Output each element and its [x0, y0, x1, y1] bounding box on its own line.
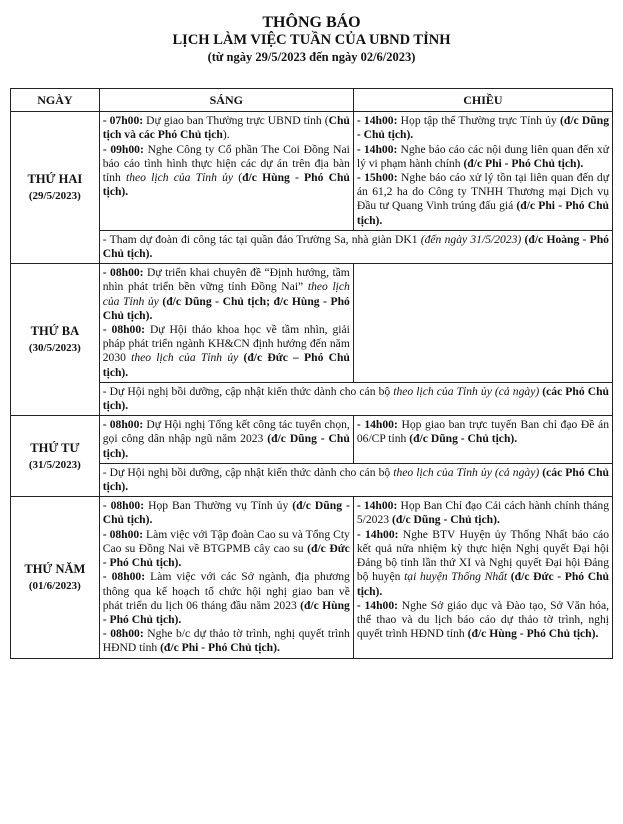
- text-run: Họp Ban Chỉ đạo Cải cách hành chính tháng 5/2023: [356, 499, 609, 527]
- all-day-cell: [99, 230, 612, 263]
- afternoon-item: [357, 528, 609, 599]
- day-date: (01/6/2023): [28, 579, 81, 592]
- table-row: [11, 230, 613, 263]
- day-name: THỨ HAI: [27, 172, 83, 187]
- text-run: (đ/c Phi - Phó Chủ tịch).: [160, 641, 280, 655]
- text-run: - 08h00:: [102, 527, 144, 541]
- date-range: (từ ngày 29/5/2023 đến ngày 02/6/2023): [207, 50, 416, 64]
- text-run: (: [233, 171, 243, 185]
- text-run: theo lịch của Tỉnh ủy (cả ngày): [393, 465, 540, 479]
- morning-cell: [99, 497, 353, 658]
- text-run: - 08h00:: [102, 323, 146, 337]
- morning-item: [103, 114, 350, 142]
- text-run: - 08h00:: [102, 418, 144, 432]
- text-run: - Tham dự đoàn đi công tác tại quần đảo Trường Sa, nhà giàn DK1: [102, 232, 421, 246]
- morning-item: [103, 143, 350, 200]
- text-run: theo lịch của Tỉnh ủy: [102, 280, 350, 308]
- text-run: - Dự Hội nghị bồi dưỡng, cập nhật kiến thức dành cho cán bộ: [102, 465, 394, 479]
- text-run: - Dự Hội nghị bồi dưỡng, cập nhật kiến thức dành cho cán bộ: [102, 384, 394, 398]
- all-day-cell: [99, 382, 612, 415]
- day-date: (30/5/2023): [28, 342, 81, 355]
- text-run: (đ/c Dũng - Chủ tịch).: [102, 432, 350, 460]
- morning-item: [103, 570, 350, 627]
- text-run: (đ/c Hùng - Phó Chủ tịch).: [467, 627, 599, 641]
- text-run: Chủ tịch và các Phó Chủ tịch: [102, 114, 350, 142]
- text-run: (đ/c Đức – Phó Chủ tịch).: [102, 351, 350, 379]
- document-subtitle: LỊCH LÀM VIỆC TUẦN CỦA UBND TỈNH: [172, 32, 451, 48]
- text-run: (đến ngày 31/5/2023): [420, 232, 522, 246]
- all-day-item: [103, 385, 609, 413]
- text-run: Nghe báo cáo xử lý tồn tại liên quan đến dự án 61,2 ha do Công ty TNHH Thương mại Dịch vụ Đầu tư Quang Vinh trúng đấu giá: [356, 171, 609, 213]
- text-run: (đ/c Dũng - Chủ tịch; đ/c Hùng - Phó Chủ tịch).: [102, 294, 350, 322]
- column-header-morning: SÁNG: [99, 89, 353, 112]
- document-title: THÔNG BÁO: [262, 14, 361, 31]
- text-run: - 15h00:: [356, 171, 398, 185]
- text-run: Nghe BTV Huyện ủy Thống Nhất báo cáo kết quả nửa nhiệm kỳ thực hiện Nghị quyết Đại hội Đảng bộ tỉnh lần thứ XI và Nghị quyết Đại hội Đảng bộ huyện: [356, 527, 609, 584]
- text-run: - 14h00:: [356, 499, 398, 513]
- table-row: [11, 382, 613, 415]
- text-run: - 08h00:: [102, 266, 144, 280]
- text-run: - 07h00:: [102, 114, 144, 128]
- text-run: (đ/c Dũng - Chủ tịch).: [409, 432, 518, 446]
- day-cell: [11, 416, 100, 497]
- column-header-afternoon: CHIỀU: [353, 89, 612, 112]
- afternoon-cell: [353, 416, 612, 464]
- all-day-cell: [99, 463, 612, 496]
- text-run: (các Phó Chủ tịch).: [102, 384, 609, 413]
- text-run: Làm việc với Tập đoàn Cao su và Tổng Cty Cao su Đồng Nai về BTGPMB cây cao su: [102, 527, 350, 555]
- day-cell: [11, 264, 100, 416]
- table-row: [11, 416, 613, 464]
- afternoon-cell: [353, 264, 612, 383]
- afternoon-item: [357, 171, 609, 228]
- afternoon-cell: [353, 497, 612, 658]
- text-run: (đ/c Phi - Phó Chủ tịch).: [463, 156, 584, 170]
- text-run: (đ/c Đức - Phó Chủ tịch).: [356, 570, 609, 598]
- text-run: theo lịch của Tỉnh ủy (cả ngày): [393, 384, 540, 398]
- morning-item: [103, 627, 350, 655]
- table-row: [11, 264, 613, 383]
- text-run: Họp tập thể Thường trực Tỉnh ủy: [397, 114, 561, 128]
- afternoon-item: [357, 499, 609, 527]
- text-run: (đ/c Dũng - Chủ tịch).: [102, 499, 350, 527]
- table-row: [11, 463, 613, 496]
- all-day-item: [103, 466, 609, 494]
- text-run: - 08h00:: [102, 570, 146, 584]
- text-run: - 14h00:: [356, 527, 399, 541]
- day-date: (31/5/2023): [28, 458, 81, 471]
- day-name: THỨ NĂM: [24, 561, 86, 576]
- morning-cell: [99, 112, 353, 231]
- text-run: - 08h00:: [102, 627, 144, 641]
- day-cell: [11, 112, 100, 264]
- text-run: Dự giao ban Thường trực UBND tỉnh (: [143, 114, 329, 128]
- text-run: Nghe báo cáo các nội dung liên quan đến xử lý vi phạm hành chính: [356, 142, 609, 170]
- table-row: [11, 497, 613, 658]
- afternoon-item: [357, 599, 609, 642]
- text-run: - 14h00:: [356, 598, 398, 612]
- text-run: Dự triển khai chuyên đề “Định hướng, tầm nhìn phát triển bền vững tỉnh Đồng Nai”: [102, 266, 350, 294]
- text-run: Họp giao ban trực tuyến Ban chỉ đạo Đề án 06/CP tỉnh: [356, 418, 609, 446]
- text-run: - 14h00:: [356, 418, 398, 432]
- morning-item: [103, 418, 350, 461]
- morning-item: [103, 323, 350, 380]
- schedule-body: [11, 112, 613, 658]
- text-run: (đ/c Phi - Phó Chủ tịch).: [356, 199, 609, 227]
- text-run: (đ/c Hoàng - Phó Chủ tịch).: [102, 232, 609, 261]
- morning-item: [103, 499, 350, 527]
- text-run: tại huyện Thống Nhất: [404, 570, 508, 584]
- afternoon-cell: [353, 112, 612, 231]
- day-date: (29/5/2023): [28, 190, 81, 203]
- text-run: ).: [222, 128, 230, 142]
- text-run: Làm việc với các Sở ngành, địa phương thông qua kế hoạch tổ chức hội nghị giao ban về phát triển du lịch 06 tháng đầu năm 2023: [102, 570, 350, 612]
- schedule-table: [10, 88, 613, 659]
- afternoon-item: [357, 418, 609, 446]
- morning-cell: [99, 416, 353, 464]
- all-day-item: [103, 233, 609, 261]
- morning-item: [103, 528, 350, 571]
- text-run: - 09h00:: [102, 142, 144, 156]
- day-name: THỨ TƯ: [30, 440, 80, 455]
- text-run: (đ/c Dũng - Chủ tịch).: [356, 114, 610, 142]
- morning-item: [103, 266, 350, 323]
- text-run: Nghe Sở giáo dục và Đào tạo, Sở Văn hóa, thể thao và du lịch báo cáo dự thảo tờ trình, nghị quyết trình HĐND tỉnh: [356, 598, 609, 641]
- afternoon-item: [357, 114, 609, 142]
- text-run: - 14h00:: [356, 114, 398, 128]
- text-run: Nghe Công ty Cổ phần The Coi Đồng Nai báo cáo tình hình thực hiện các dự án trên địa bàn tỉnh: [102, 142, 350, 185]
- document-header: [0, 0, 623, 65]
- text-run: (đ/c Hùng - Phó Chủ tịch).: [102, 598, 350, 626]
- text-run: (đ/c Dũng - Chủ tịch).: [391, 513, 500, 527]
- day-cell: [11, 497, 100, 658]
- text-run: - 14h00:: [356, 142, 398, 156]
- text-run: Dự Hội thảo khoa học về tầm nhìn, giải pháp phát triển ngành KH&CN định hướng đến năm 2030: [102, 323, 350, 365]
- text-run: (đ/c Đức - Phó Chủ tịch).: [102, 541, 350, 570]
- afternoon-item: [357, 143, 609, 171]
- column-header-day: NGÀY: [11, 89, 100, 112]
- text-run: Họp Ban Thường vụ Tỉnh ủy: [144, 499, 293, 513]
- text-run: - 08h00:: [102, 499, 145, 513]
- text-run: Dự Hội nghị Tổng kết công tác tuyển chọn, gọi công dân nhập ngũ năm 2023: [102, 418, 350, 446]
- text-run: theo lịch của Tỉnh ủy: [125, 171, 234, 185]
- day-name: THỨ BA: [30, 324, 80, 339]
- text-run: theo lịch của Tỉnh ủy: [131, 351, 239, 365]
- text-run: Nghe b/c dự thảo tờ trình, nghị quyết trình HĐND tỉnh: [102, 627, 350, 655]
- text-run: (các Phó Chủ tịch).: [102, 465, 609, 494]
- table-row: [11, 112, 613, 231]
- table-header-row: [11, 89, 613, 112]
- morning-cell: [99, 264, 353, 383]
- text-run: đ/c Hùng - Phó Chủ tịch).: [102, 171, 350, 199]
